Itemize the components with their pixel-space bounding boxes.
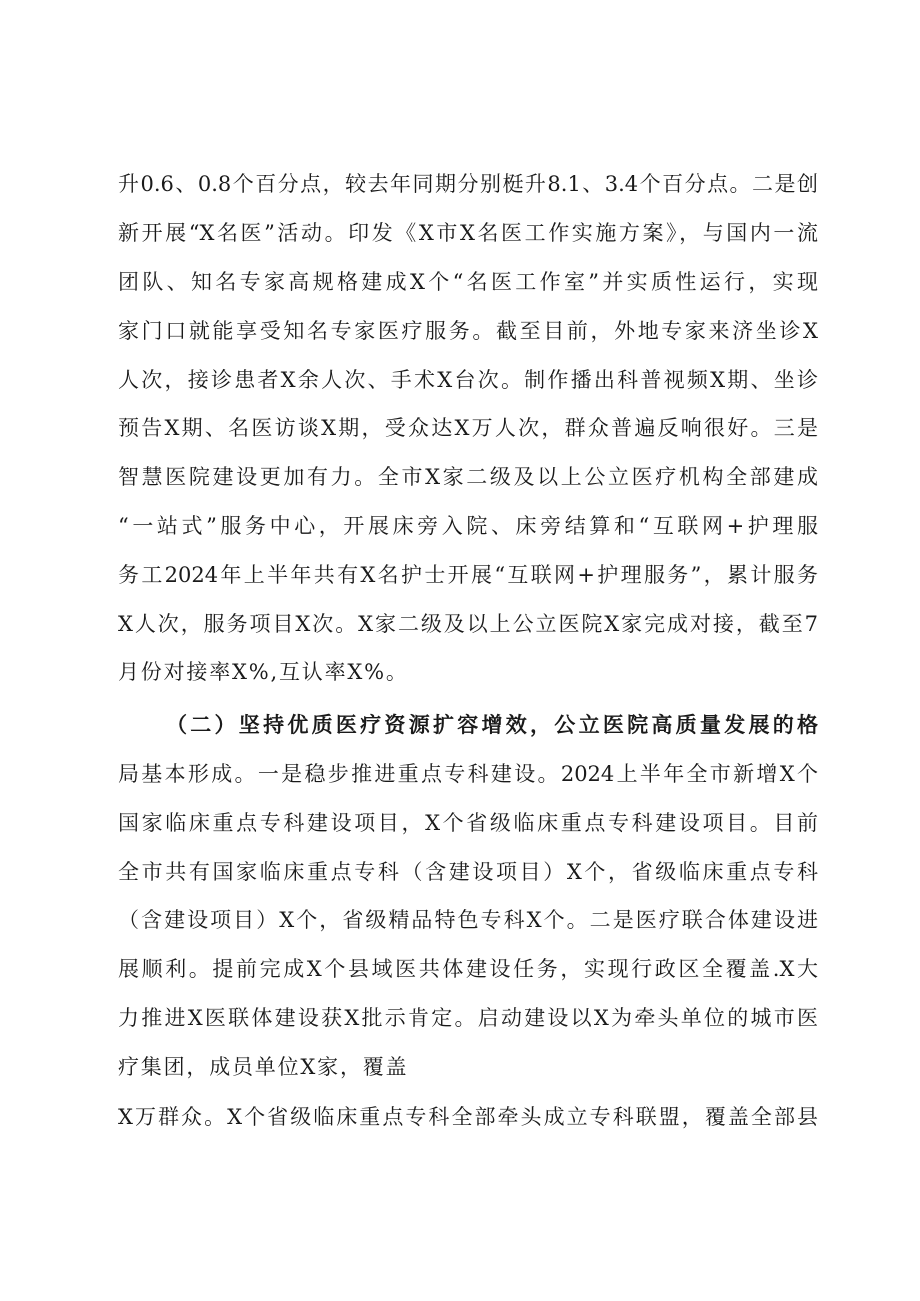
text-line: 月份对接率X%,互认率X%。 (118, 660, 409, 684)
text-line: 团队、知名专家高规格建成X个“名医工作室”并实质性运行，实现 (118, 270, 818, 294)
text-line: 局基本形成。一是稳步推进重点专科建设。2024上半年全市新增X个 (118, 762, 818, 786)
text-line: X人次，服务项目X次。X家二级及以上公立医院X家完成对接，截至7 (118, 612, 818, 636)
text-line: 疗集团，成员单位X家，覆盖 (118, 1055, 409, 1079)
text-line: 新开展“X名医”活动。印发《X市X名医工作实施方案》，与国内一流 (118, 221, 818, 245)
text-line: 务工2024年上半年共有X名护士开展“互联网+护理服务”，累计服务 (118, 563, 818, 587)
text-line: “一站式”服务中心，开展床旁入院、床旁结算和“互联网+护理服 (118, 514, 818, 538)
section-heading-line: （二）坚持优质医疗资源扩容增效，公立医院高质量发展的格 (166, 712, 818, 737)
text-line: 全市共有国家临床重点专科（含建设项目）X个，省级临床重点专科 (118, 860, 818, 884)
text-line: 家门口就能享受知名专家医疗服务。截至目前，外地专家来济坐诊X (118, 319, 818, 343)
text-line: 力推进X医联体建设获X批示肯定。启动建设以X为牵头单位的城市医 (118, 1006, 818, 1030)
text-line: 升0.6、0.8个百分点，较去年同期分别梃升8.1、3.4个百分点。二是创 (118, 172, 818, 196)
text-line: X万群众。X个省级临床重点专科全部牵头成立专科联盟，覆盖全部县 (118, 1105, 818, 1129)
text-line: 国家临床重点专科建设项目，X个省级临床重点专科建设项目。目前 (118, 811, 818, 835)
text-line: （含建设项目）X个，省级精品特色专科X个。二是医疗联合体建设进 (118, 908, 818, 932)
text-line: 预告X期、名医访谈X期，受众达X万人次，群众普遍反响很好。三是 (118, 416, 818, 440)
text-line: 人次，接诊患者X余人次、手术X台次。制作播出科普视频X期、坐诊 (118, 368, 818, 392)
text-line: 展顺利。提前完成X个县域医共体建设任务，实现行政区全覆盖.X大 (118, 957, 818, 981)
text-line: 智慧医院建设更加有力。全市X家二级及以上公立医疗机构全部建成 (118, 465, 818, 489)
